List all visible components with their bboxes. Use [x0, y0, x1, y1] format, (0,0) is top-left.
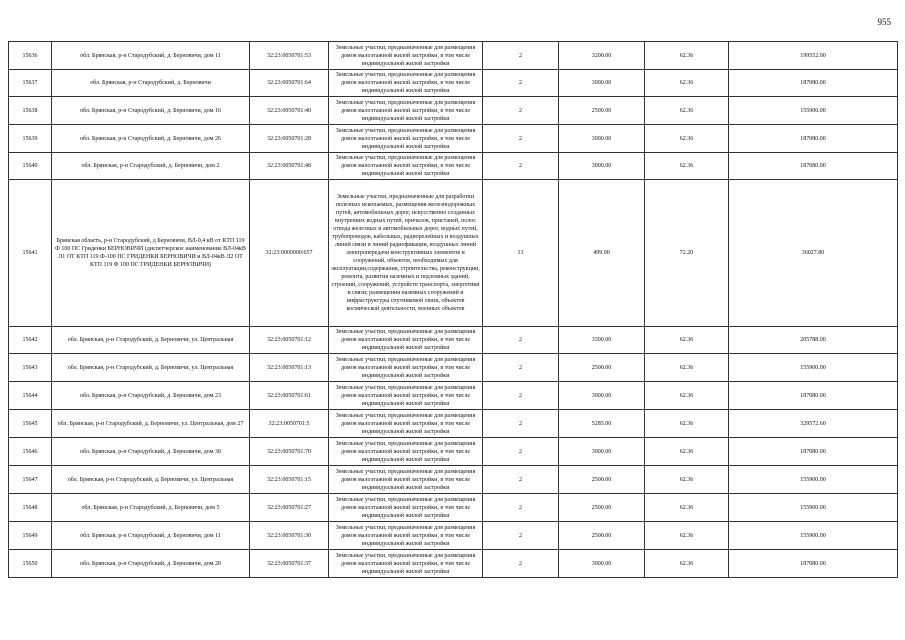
cadastral-value-cell: 187080.00 [729, 382, 898, 410]
group-number-cell: 2 [483, 97, 559, 125]
area-cell: 3000.00 [559, 153, 645, 180]
cadastral-value-cell: 187080.00 [729, 550, 898, 578]
specific-value-cell: 62.36 [645, 550, 729, 578]
land-use-cell: Земельные участки, предназначенные для размещения домов малоэтажной жилой застройки, в том числе индивидуальной жилой застройки [329, 97, 483, 125]
cadastral-value-table [8, 41, 898, 578]
land-use-cell: Земельные участки, предназначенные для размещения домов малоэтажной жилой застройки, в том числе индивидуальной жилой застройки [329, 438, 483, 466]
cadastral-value-cell: 155900.00 [729, 494, 898, 522]
area-cell: 3000.00 [559, 438, 645, 466]
table-row [9, 382, 898, 410]
address-cell: обл. Брянская, р-н Стародубский, д. Берновичи, дом 30 [52, 438, 250, 466]
specific-value-cell: 62.36 [645, 466, 729, 494]
row-id-cell: 15646 [9, 438, 52, 466]
table-row [9, 42, 898, 70]
table-row [9, 354, 898, 382]
row-id-cell: 15645 [9, 410, 52, 438]
group-number-cell: 2 [483, 70, 559, 97]
cadastral-number-cell: 32:23:0050701:15 [250, 466, 329, 494]
cadastral-number-cell: 32:23:0050701:30 [250, 522, 329, 550]
cadastral-value-cell: 187080.00 [729, 70, 898, 97]
specific-value-cell: 62.36 [645, 153, 729, 180]
land-use-cell: Земельные участки, предназначенные для размещения домов малоэтажной жилой застройки, в том числе индивидуальной жилой застройки [329, 522, 483, 550]
address-cell: обл. Брянская, р-н Стародубский, д. Берновичи, ул. Центральная [52, 327, 250, 354]
area-cell: 3000.00 [559, 382, 645, 410]
cadastral-number-cell: 32:23:0050701:13 [250, 354, 329, 382]
area-cell: 2500.00 [559, 494, 645, 522]
address-cell: обл. Брянская, р-н Стародубский, д. Берновичи, дом 2 [52, 153, 250, 180]
land-use-cell: Земельные участки, предназначенные для размещения домов малоэтажной жилой застройки, в том числе индивидуальной жилой застройки [329, 70, 483, 97]
group-number-cell: 2 [483, 327, 559, 354]
specific-value-cell: 62.36 [645, 327, 729, 354]
cadastral-value-cell: 187080.00 [729, 125, 898, 153]
specific-value-cell: 62.36 [645, 125, 729, 153]
row-id-cell: 15647 [9, 466, 52, 494]
address-cell: обл. Брянская, р-н Стародубский, д. Берновичи, дом 11 [52, 42, 250, 70]
group-number-cell: 2 [483, 466, 559, 494]
row-id-cell: 15639 [9, 125, 52, 153]
group-number-cell: 2 [483, 382, 559, 410]
specific-value-cell: 62.36 [645, 354, 729, 382]
row-id-cell: 15640 [9, 153, 52, 180]
group-number-cell: 2 [483, 550, 559, 578]
specific-value-cell: 62.36 [645, 410, 729, 438]
land-use-cell: Земельные участки, предназначенные для размещения домов малоэтажной жилой застройки, в том числе индивидуальной жилой застройки [329, 410, 483, 438]
row-id-cell: 15644 [9, 382, 52, 410]
cadastral-value-cell: 155900.00 [729, 354, 898, 382]
row-id-cell: 15642 [9, 327, 52, 354]
address-cell: обл. Брянская, р-н Стародубский, д. Берновичи, дом 5 [52, 494, 250, 522]
area-cell: 3000.00 [559, 550, 645, 578]
table-row [9, 550, 898, 578]
group-number-cell: 2 [483, 494, 559, 522]
row-id-cell: 15637 [9, 70, 52, 97]
table-row [9, 97, 898, 125]
cadastral-number-cell: 32:23:0050701:61 [250, 382, 329, 410]
cadastral-value-cell: 199552.00 [729, 42, 898, 70]
cadastral-number-cell: 32:23:0050701:12 [250, 327, 329, 354]
group-number-cell: 2 [483, 42, 559, 70]
table-row [9, 438, 898, 466]
land-use-cell: Земельные участки, предназначенные для размещения домов малоэтажной жилой застройки, в том числе индивидуальной жилой застройки [329, 125, 483, 153]
area-cell: 3300.00 [559, 327, 645, 354]
cadastral-number-cell: 32:23:0000000:657 [250, 180, 329, 327]
area-cell: 3200.00 [559, 42, 645, 70]
address-cell: обл. Брянская, р-н Стародубский, д. Берновичи, ул. Центральная, дом 27 [52, 410, 250, 438]
specific-value-cell: 62.36 [645, 70, 729, 97]
cadastral-value-cell: 187080.00 [729, 153, 898, 180]
table-row [9, 153, 898, 180]
cadastral-number-cell: 32:23:0050701:53 [250, 42, 329, 70]
area-cell: 2500.00 [559, 466, 645, 494]
area-cell: 2500.00 [559, 522, 645, 550]
land-use-cell: Земельные участки, предназначенные для размещения домов малоэтажной жилой застройки, в том числе индивидуальной жилой застройки [329, 382, 483, 410]
area-cell: 2500.00 [559, 354, 645, 382]
cadastral-value-cell: 205788.00 [729, 327, 898, 354]
group-number-cell: 13 [483, 180, 559, 327]
area-cell: 5285.00 [559, 410, 645, 438]
page-number: 955 [877, 17, 891, 27]
cadastral-value-cell: 329572.60 [729, 410, 898, 438]
land-use-cell: Земельные участки, предназначенные для размещения домов малоэтажной жилой застройки, в том числе индивидуальной жилой застройки [329, 153, 483, 180]
land-use-cell: Земельные участки, предназначенные для размещения домов малоэтажной жилой застройки, в том числе индивидуальной жилой застройки [329, 354, 483, 382]
table-row [9, 522, 898, 550]
specific-value-cell: 72.20 [645, 180, 729, 327]
land-use-cell: Земельные участки, предназначенные для размещения домов малоэтажной жилой застройки, в том числе индивидуальной жилой застройки [329, 494, 483, 522]
group-number-cell: 2 [483, 125, 559, 153]
specific-value-cell: 62.36 [645, 494, 729, 522]
row-id-cell: 15650 [9, 550, 52, 578]
row-id-cell: 15648 [9, 494, 52, 522]
land-use-cell: Земельные участки, предназначенные для размещения домов малоэтажной жилой застройки, в том числе индивидуальной жилой застройки [329, 42, 483, 70]
area-cell: 2500.00 [559, 97, 645, 125]
cadastral-number-cell: 32:23:0050701:70 [250, 438, 329, 466]
cadastral-value-cell: 36027.80 [729, 180, 898, 327]
cadastral-number-cell: 32:23:0050701:28 [250, 125, 329, 153]
group-number-cell: 2 [483, 410, 559, 438]
row-id-cell: 15649 [9, 522, 52, 550]
cadastral-number-cell: 32:23:0050701:64 [250, 70, 329, 97]
specific-value-cell: 62.36 [645, 438, 729, 466]
cadastral-value-cell: 155900.00 [729, 522, 898, 550]
specific-value-cell: 62.36 [645, 522, 729, 550]
address-cell: обл. Брянская, р-н Стародубский, д. Берновичи, дом 11 [52, 522, 250, 550]
group-number-cell: 2 [483, 354, 559, 382]
area-cell: 3000.00 [559, 70, 645, 97]
table-row [9, 125, 898, 153]
row-id-cell: 15636 [9, 42, 52, 70]
table-row [9, 410, 898, 438]
address-cell: обл. Брянская, р-н Стародубский, д. Берновичи, дом 20 [52, 550, 250, 578]
group-number-cell: 2 [483, 153, 559, 180]
address-cell: обл. Брянская, р-н Стародубский, д. Берновичи, дом 16 [52, 97, 250, 125]
land-use-cell: Земельные участки, предназначенные для размещения домов малоэтажной жилой застройки, в том числе индивидуальной жилой застройки [329, 327, 483, 354]
row-id-cell: 15638 [9, 97, 52, 125]
cadastral-value-cell: 155900.00 [729, 466, 898, 494]
table-row [9, 494, 898, 522]
group-number-cell: 2 [483, 522, 559, 550]
address-cell: обл. Брянская, р-н Стародубский, д. Берновичи, ул. Центральная [52, 354, 250, 382]
address-cell: обл. Брянская, р-н Стародубский, д. Берновичи, ул. Центральная [52, 466, 250, 494]
table-row [9, 180, 898, 327]
cadastral-value-cell: 155900.00 [729, 97, 898, 125]
group-number-cell: 2 [483, 438, 559, 466]
table-row [9, 70, 898, 97]
address-cell: обл. Брянская, р-н Стародубский, д. Берновичи, дом 26 [52, 125, 250, 153]
cadastral-value-cell: 187080.00 [729, 438, 898, 466]
cadastral-number-cell: 32:23:0050701:40 [250, 97, 329, 125]
cadastral-number-cell: 32:23:0050701:5 [250, 410, 329, 438]
row-id-cell: 15643 [9, 354, 52, 382]
land-use-cell: Земельные участки, предназначенные для размещения домов малоэтажной жилой застройки, в том числе индивидуальной жилой застройки [329, 466, 483, 494]
land-use-cell: Земельные участки, предназначенные для разработки полезных ископаемых, размещения железнодорожных путей, автомобильных дорог, искусственно созданных внутренних водных путей, причалов, пристаней, полос отвода железных и автомобильных дорог, водных путей, трубопроводов, кабельных, радиорелейных и воздушных линий связи и линий радиофикации, воздушных линий электропередачи конструктивных элементов и сооружений, объектов, необходимых для эксплуатации,содержания, строительства, реконструкции, ремонта, развития наземных и подземных зданий, строений, сооружений, устройств транспорта, энергетики и связи; размещения наземных сооружений и инфраструктуры спутниковой связи, объектов космической деятельности, военных объектов [329, 180, 483, 327]
cadastral-number-cell: 32:23:0050701:48 [250, 153, 329, 180]
table-row [9, 466, 898, 494]
specific-value-cell: 62.36 [645, 97, 729, 125]
address-cell: обл. Брянская, р-н Стародубский, д. Берновичи [52, 70, 250, 97]
land-use-cell: Земельные участки, предназначенные для размещения домов малоэтажной жилой застройки, в том числе индивидуальной жилой застройки [329, 550, 483, 578]
specific-value-cell: 62.36 [645, 42, 729, 70]
address-cell: обл. Брянская, р-н Стародубский, д. Берновичи, дом 23 [52, 382, 250, 410]
cadastral-number-cell: 32:23:0050701:37 [250, 550, 329, 578]
area-cell: 499.00 [559, 180, 645, 327]
cadastral-number-cell: 32:23:0050701:27 [250, 494, 329, 522]
row-id-cell: 15641 [9, 180, 52, 327]
area-cell: 3000.00 [559, 125, 645, 153]
address-cell: Брянская область, р-н Стародубский, д Берновичи, ВЛ-0,4 кВ от КТП 119 Ф 100 ПС Гриденки БЕРНОВИЧИ (диспетчерское наименование ВЛ-04кВ Л1 ОТ КТП 119 Ф-100 ПС ГРИДЕНКИ БЕРНОВИЧИ и ВЛ-04кВ Л2 ОТ КТП 119 Ф 100 ПС ГРИДЕНКИ БЕРНОВИЧИ) [52, 180, 250, 327]
table-row [9, 327, 898, 354]
specific-value-cell: 62.36 [645, 382, 729, 410]
